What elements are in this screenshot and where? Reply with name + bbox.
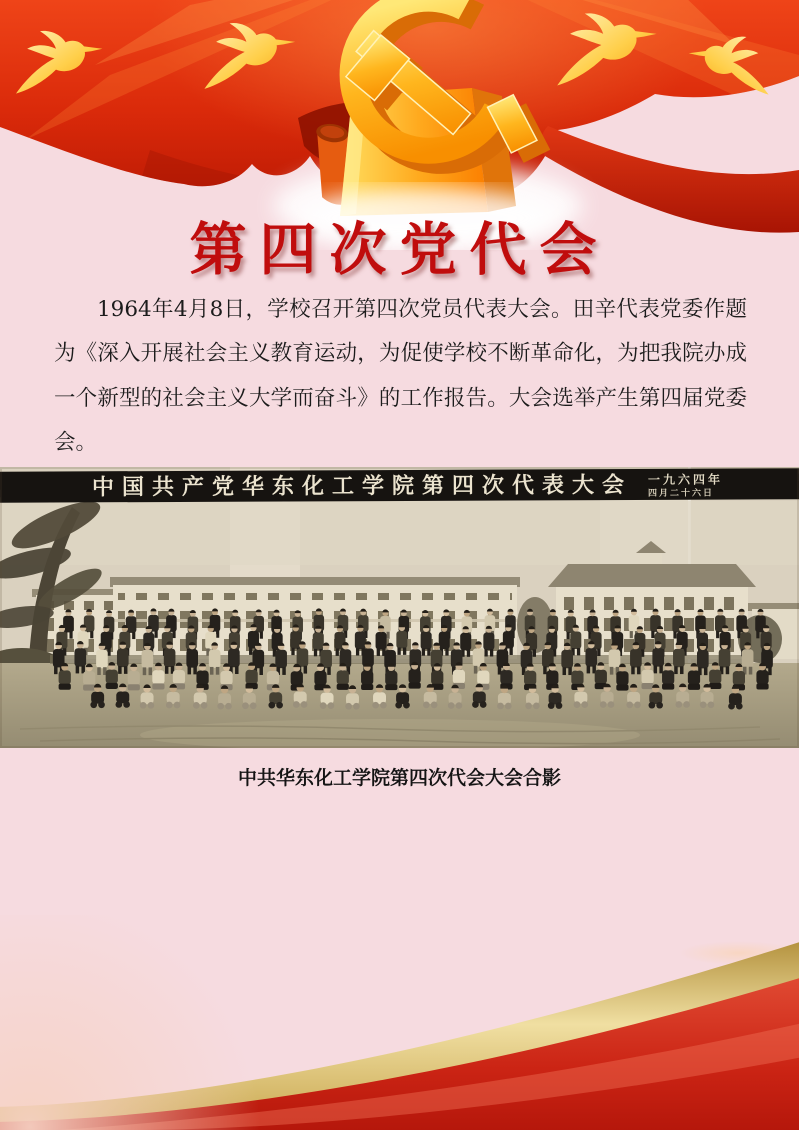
bottom-wave-decoration <box>0 915 799 1130</box>
page-title: 第四次党代会 <box>189 216 610 283</box>
photo-banner <box>0 468 799 502</box>
body-paragraph: 1964年4月8日，学校召开第四次党员代表大会。田辛代表党委作题为《深入开展社会主义教育运动，为促使学校不断革命化，为把我院办成一个新型的社会主义大学而奋斗》的工作报告。大会选举产生第四届党委会。 <box>54 297 747 455</box>
group-photo-illustration <box>0 467 799 748</box>
photo-banner-title: 中国共产党华东化工学院第四次代表大会 <box>91 472 633 501</box>
photo-banner-date-day: 四月二十六日 <box>648 488 715 499</box>
corner-fade <box>0 915 260 1130</box>
photo-caption: 中共华东化工学院第四次代会大会合影 <box>237 767 561 789</box>
group-photo <box>0 467 799 748</box>
photo-banner-date-year: 一九六四年 <box>647 472 724 487</box>
